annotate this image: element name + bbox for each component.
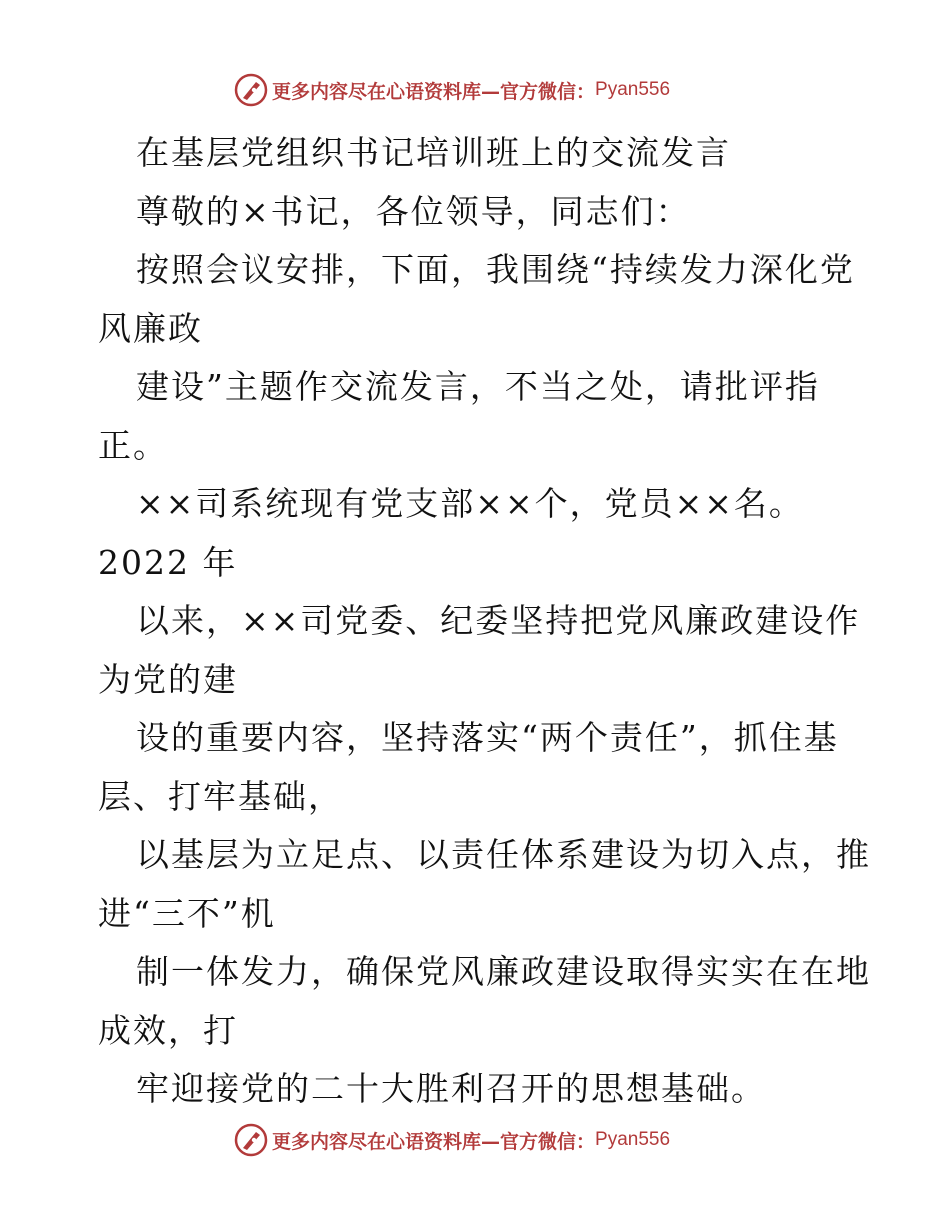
doc-line-1: 在基层党组织书记培训班上的交流发言 xyxy=(136,133,731,172)
watermark-text: 更多内容尽在心语资料库—官方微信： xyxy=(272,1130,596,1153)
doc-line-7: ××司系统现有党支部××个，党员××名。 xyxy=(136,484,804,523)
doc-line-3: 按照会议安排，下面，我围绕“持续发力深化党 xyxy=(136,250,855,289)
doc-line-5: 建设”主题作交流发言，不当之处，请批评指 xyxy=(136,367,820,406)
doc-line-13: 以基层为立足点、以责任体系建设为切入点，推 xyxy=(136,835,871,874)
quill-pen-seal-icon xyxy=(234,1123,268,1157)
doc-line-11: 设的重要内容，坚持落实“两个责任”，抓住基 xyxy=(136,718,839,757)
doc-line-15: 制一体发力，确保党风廉政建设取得实实在在地 xyxy=(136,952,871,991)
doc-line-10: 为党的建 xyxy=(98,659,238,699)
watermark-account: Pyan556 xyxy=(595,1129,671,1150)
quill-pen-seal-icon xyxy=(234,73,268,107)
doc-line-4: 风廉政 xyxy=(98,308,203,348)
footer-watermark xyxy=(234,1122,670,1158)
doc-line-6: 正。 xyxy=(98,425,168,465)
document-body xyxy=(98,124,871,1119)
doc-line-14: 进“三不”机 xyxy=(98,893,276,933)
watermark-text: 更多内容尽在心语资料库—官方微信： xyxy=(272,80,596,103)
header-watermark xyxy=(234,72,670,108)
doc-line-8: 2022 年 xyxy=(98,542,238,582)
doc-line-17: 牢迎接党的二十大胜利召开的思想基础。 xyxy=(136,1069,766,1108)
watermark-account: Pyan556 xyxy=(595,79,671,100)
doc-line-16: 成效，打 xyxy=(98,1010,238,1050)
doc-line-12: 层、打牢基础， xyxy=(98,776,343,816)
doc-line-9: 以来，××司党委、纪委坚持把党风廉政建设作 xyxy=(136,601,861,640)
doc-line-2: 尊敬的×书记，各位领导，同志们： xyxy=(136,191,691,231)
